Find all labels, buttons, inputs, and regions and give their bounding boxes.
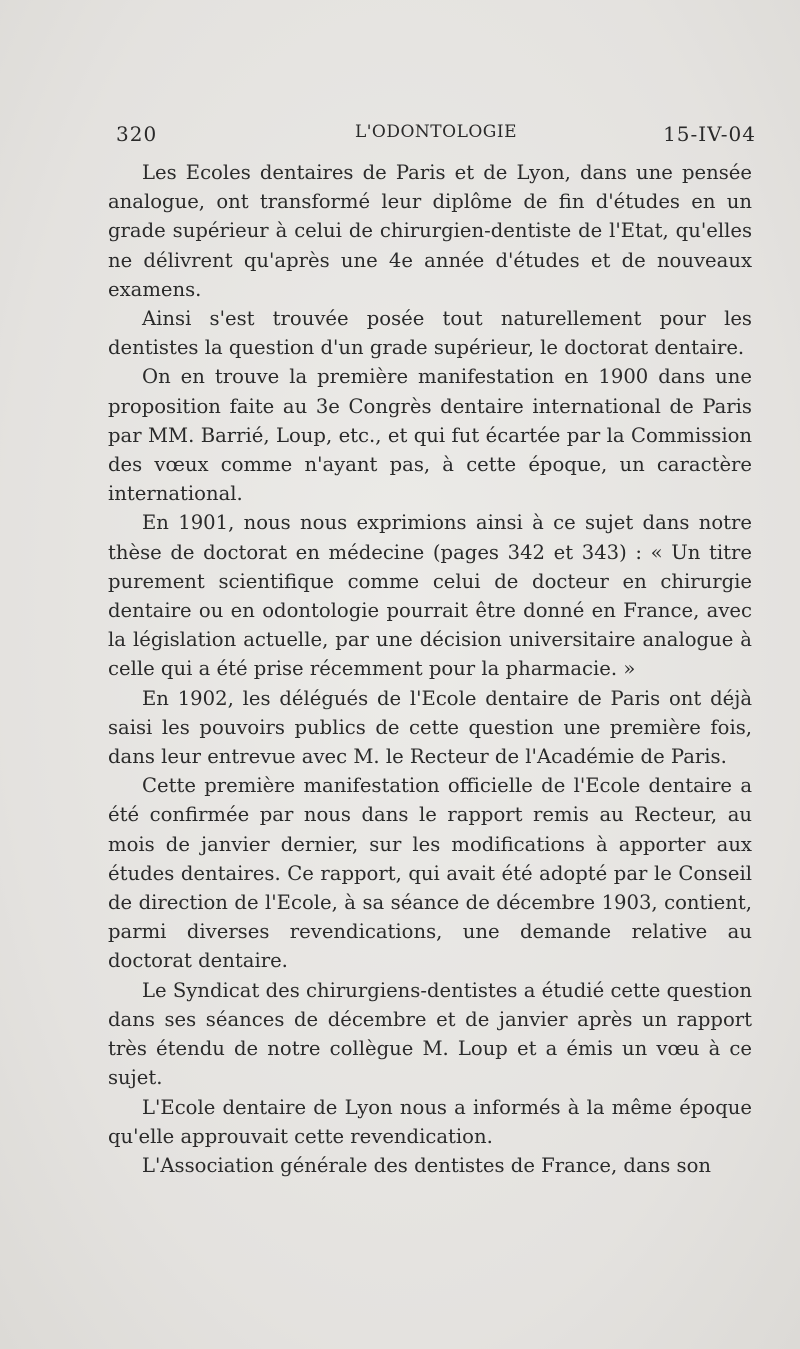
paragraph: Cette première manifestation officielle de l'Ecole dentaire a été confirmée par nous dans le rapport remis au Recteur, au mois de janvier dernier, sur les modifications à apporter aux études dentaires. Ce rapport, qui avait été adopté par le Conseil de direction de l'Ecole, à sa séance de décembre 1903, contient, parmi diverses revendications, une demande relative au doctorat dentaire. [108, 774, 752, 973]
paragraph: Le Syndicat des chirurgiens-dentistes a étudié cette question dans ses séances de décembre et de janvier après un rapport très étendu de notre collègue M. Loup et a émis un vœu à ce sujet. [108, 978, 752, 1090]
paragraph: En 1902, les délégués de l'Ecole dentaire de Paris ont déjà saisi les pouvoirs publics de cette question une première fois, dans leur entrevue avec M. le Recteur de l'Académie de Paris. [108, 686, 752, 769]
running-header [116, 122, 756, 156]
paragraph: Les Ecoles dentaires de Paris et de Lyon, dans une pensée analogue, ont transformé leur diplôme de fin d'études en un grade supérieur à celui de chirurgien-dentiste de l'Etat, qu'elles ne délivrent qu'après une 4e année d'études et de nouveaux examens. [108, 161, 752, 301]
paragraph: On en trouve la première manifestation en 1900 dans une proposition faite au 3e Congrès dentaire international de Paris par MM. Barrié, Loup, etc., et qui fut écartée par la Commission des vœux comme n'ayant pas, à cette époque, un caractère international. [108, 365, 752, 506]
body-text [108, 158, 752, 1180]
paragraph: En 1901, nous nous exprimions ainsi à ce sujet dans notre thèse de doctorat en médecine (pages 342 et 343) : « Un titre purement scientifique comme celui de docteur en chirurgie dentaire ou en odontologie pourrait être donné en France, avec la législation actuelle, par une décision universitaire analogue à celle qui a été prise récemment pour la pharmacie. » [108, 511, 752, 681]
running-title: L'ODONTOLOGIE [354, 122, 518, 142]
issue-date: 15-IV-04 [663, 122, 756, 146]
paragraph: L'Association générale des dentistes de France, dans son [142, 1153, 712, 1177]
paragraph: Ainsi s'est trouvée posée tout naturellement pour les dentistes la question d'un grade supérieur, le doctorat dentaire. [108, 307, 752, 360]
paragraph: L'Ecole dentaire de Lyon nous a informés à la même époque qu'elle approuvait cette revendication. [108, 1095, 752, 1148]
page-number: 320 [116, 122, 158, 146]
